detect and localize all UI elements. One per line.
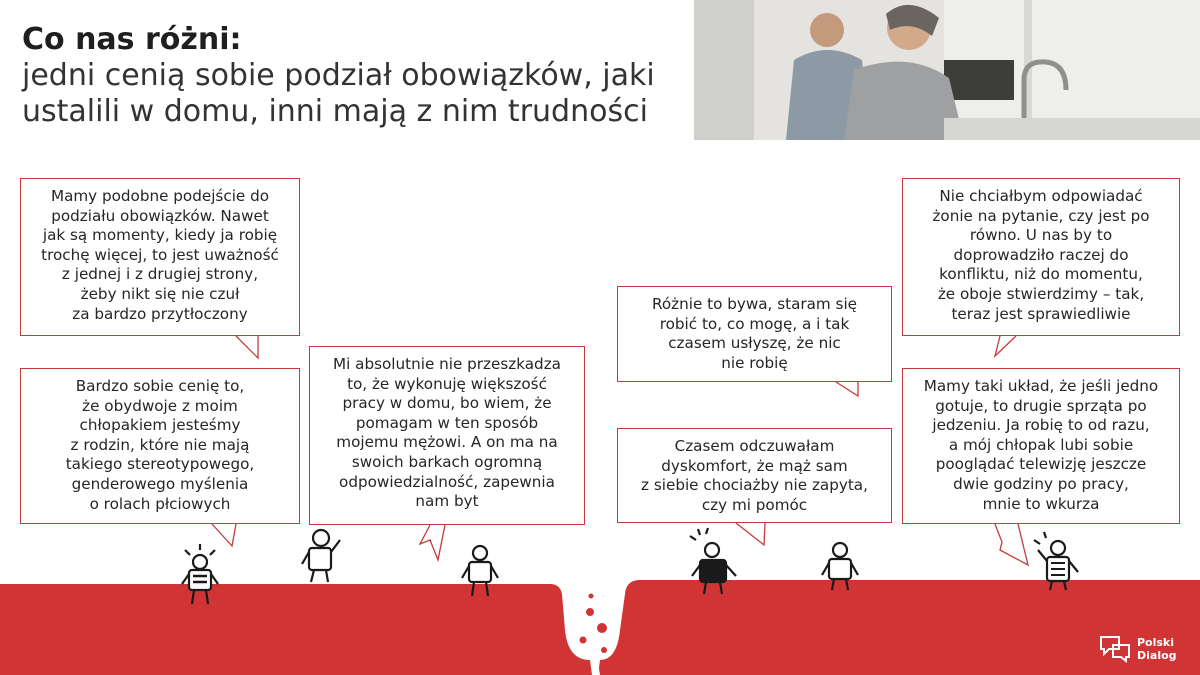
quote-text: Bardzo sobie cenię to, bbox=[75, 377, 245, 395]
quote-text: mojemu mężowi. A on ma na bbox=[336, 433, 558, 452]
quote-text: mnie to wkurza bbox=[982, 494, 1100, 513]
quote-text: to, że wykonuję większość bbox=[347, 374, 547, 393]
quote-bubble-2 bbox=[20, 368, 300, 524]
quote-text: z jednej i z drugiej strony, bbox=[61, 265, 259, 284]
logo-text-line-1: Polski bbox=[1137, 636, 1175, 649]
person-figure-2 bbox=[302, 530, 340, 582]
quote-text: pomagam w ten sposób bbox=[355, 413, 539, 432]
quote-text: nam byt bbox=[415, 492, 479, 511]
quote-text: o rolach płciowych bbox=[89, 494, 231, 513]
quote-text: czy mi pomóc bbox=[701, 495, 808, 514]
quote-text: z rodzin, które nie mają bbox=[70, 435, 250, 454]
quote-text: Czasem odczuwałam bbox=[674, 437, 835, 455]
quote-text: Różnie to bywa, staram się bbox=[651, 295, 858, 313]
chat-bubbles-icon bbox=[1097, 633, 1133, 663]
quote-text: doprowadziło raczej do bbox=[953, 245, 1129, 264]
quote-bubble-5 bbox=[617, 428, 892, 523]
quote-text: teraz jest sprawiedliwie bbox=[951, 304, 1131, 323]
quote-text: jak są momenty, kiedy ja robię bbox=[42, 226, 278, 245]
quote-text: dyskomfort, że mąż sam bbox=[661, 456, 848, 475]
quote-text: takiego stereotypowego, bbox=[65, 455, 255, 474]
quote-bubble-4 bbox=[617, 286, 892, 382]
quote-text: gotuje, to drugie sprząta po bbox=[935, 396, 1147, 415]
quote-text: swoich barkach ogromną bbox=[351, 452, 543, 471]
logo-text-line-2: Dialog bbox=[1137, 649, 1177, 662]
quote-text: równo. U nas by to bbox=[969, 226, 1113, 245]
quote-bubble-1 bbox=[20, 178, 300, 336]
page-subtitle-line-1: jedni cenią sobie podział obowiązków, jaki bbox=[22, 58, 655, 93]
quote-text: podziału obowiązków. Nawet bbox=[51, 206, 269, 225]
quote-text: nie robię bbox=[721, 353, 788, 372]
page-title: Co nas różni: bbox=[22, 22, 242, 57]
quote-text: że obydwoje z moim bbox=[82, 396, 238, 415]
page-subtitle-line-2: ustalili w domu, inni mają z nim trudności bbox=[22, 94, 648, 129]
quote-text: genderowego myślenia bbox=[71, 474, 249, 493]
quote-text: za bardzo przytłoczony bbox=[72, 304, 248, 323]
quote-text: czasem usłyszę, że nic bbox=[668, 334, 841, 353]
quote-text: żeby nikt się nie czuł bbox=[80, 284, 240, 303]
polski-dialog-logo bbox=[1097, 633, 1193, 667]
quote-text: chłopakiem jesteśmy bbox=[79, 416, 241, 435]
quote-bubble-7 bbox=[902, 368, 1180, 524]
quote-text: Mamy taki układ, że jeśli jedno bbox=[923, 377, 1159, 395]
quote-text: trochę więcej, to jest uważność bbox=[41, 245, 279, 264]
quote-bubble-6 bbox=[902, 178, 1180, 336]
quote-bubble-3 bbox=[309, 346, 585, 525]
quote-text: pracy w domu, bo wiem, że bbox=[342, 394, 552, 413]
quote-text: Mi absolutnie nie przeszkadza bbox=[333, 355, 561, 373]
quote-text: odpowiedzialność, zapewnia bbox=[339, 472, 555, 491]
quote-text: robić to, co mogę, a i tak bbox=[659, 314, 850, 333]
quote-text: żonie na pytanie, czy jest po bbox=[932, 206, 1150, 225]
quote-text: konfliktu, niż do momentu, bbox=[939, 265, 1143, 284]
quote-text: z siebie chociażby nie zapyta, bbox=[641, 476, 868, 495]
quote-text: Mamy podobne podejście do bbox=[50, 187, 270, 205]
quote-text: że oboje stwierdzimy – tak, bbox=[937, 284, 1145, 303]
quote-text: jedzeniu. Ja robię to od razu, bbox=[932, 416, 1150, 435]
quote-text: pooglądać telewizję jeszcze bbox=[935, 455, 1147, 474]
quote-text: a mój chłopak lubi sobie bbox=[948, 435, 1134, 454]
quote-text: dwie godziny po pracy, bbox=[953, 474, 1129, 493]
quote-text: Nie chciałbym odpowiadać bbox=[939, 187, 1143, 205]
